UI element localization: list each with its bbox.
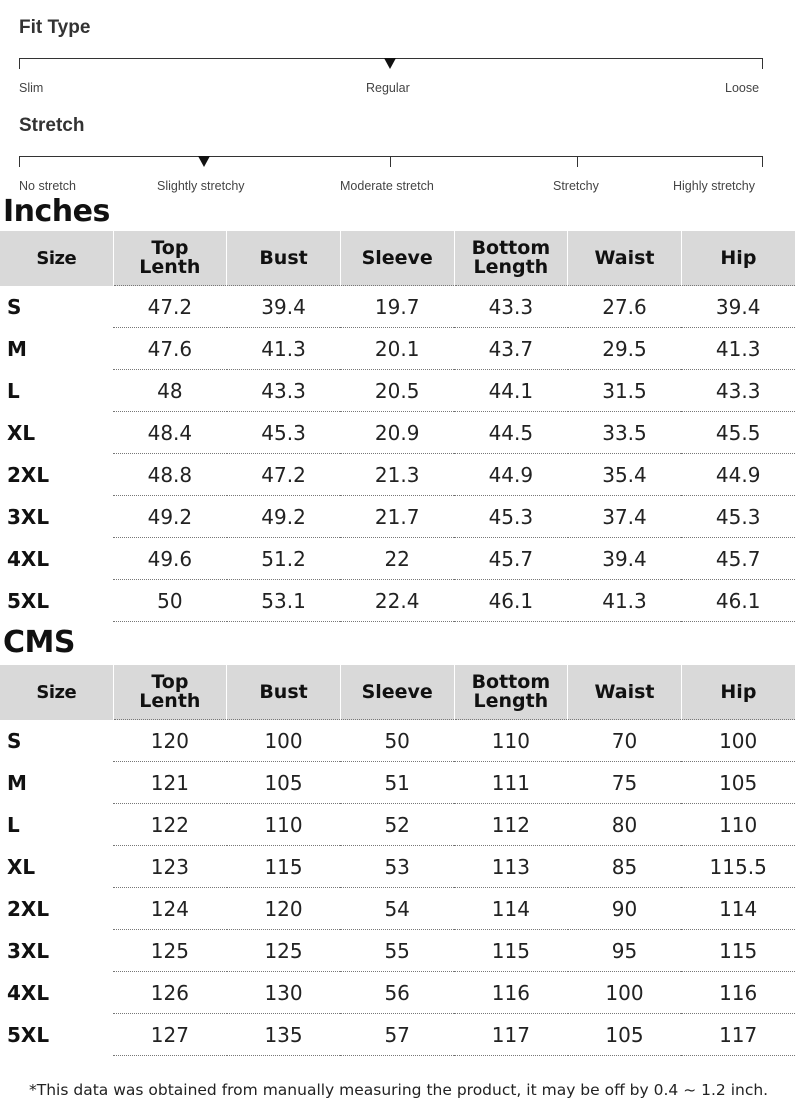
measurement-cell: 49.6 (113, 538, 227, 580)
stretch-tick-1 (390, 156, 391, 167)
measurement-cell: 27.6 (568, 286, 682, 328)
column-header-text: Bottom (471, 237, 551, 259)
measurement-cell: 112 (454, 804, 568, 846)
table-row (0, 580, 795, 622)
stretch-marker-icon (198, 156, 210, 167)
table-row (0, 496, 795, 538)
measurement-cell: 95 (568, 930, 682, 972)
measurement-cell: 130 (227, 972, 341, 1014)
measurement-cell: 41.3 (227, 328, 341, 370)
measurement-cell: 113 (454, 846, 568, 888)
size-cell: L (7, 378, 20, 403)
measurement-cell: 44.9 (454, 454, 568, 496)
table-row (0, 720, 795, 762)
measurement-cell: 21.7 (340, 496, 454, 538)
measurement-cell: 111 (454, 762, 568, 804)
measurement-cell: 45.3 (227, 412, 341, 454)
measurement-cell: 123 (113, 846, 227, 888)
column-header-text: Bottom (471, 671, 551, 693)
column-header-text: Hip (720, 246, 757, 269)
measurement-cell: 22.4 (340, 580, 454, 622)
fit-type-title: Fit Type (19, 17, 91, 38)
measurement-cell: 21.3 (340, 454, 454, 496)
fit-type-label-slim: Slim (19, 81, 44, 95)
size-cell: 5XL (7, 1022, 50, 1047)
table-header-row (0, 665, 795, 720)
column-header (0, 231, 113, 286)
stretch-tick-0 (19, 156, 20, 167)
size-cell: 4XL (7, 546, 50, 571)
measurement-cell: 52 (340, 804, 454, 846)
column-header-text: Size (36, 247, 77, 269)
measurement-cell: 121 (113, 762, 227, 804)
table-row (0, 286, 795, 328)
size-cell: XL (7, 420, 36, 445)
fit-type-tick-start (19, 58, 20, 69)
table-row (0, 846, 795, 888)
measurement-cell: 37.4 (568, 496, 682, 538)
column-header (340, 665, 454, 720)
measurement-cell: 117 (681, 1014, 795, 1056)
measurement-cell: 43.7 (454, 328, 568, 370)
measurement-cell: 48 (113, 370, 227, 412)
size-cell: 5XL (7, 588, 50, 613)
table-row (0, 538, 795, 580)
measurement-cell: 45.7 (681, 538, 795, 580)
column-header-text: Waist (594, 246, 655, 269)
measurement-cell: 22 (340, 538, 454, 580)
measurement-cell: 115 (681, 930, 795, 972)
measurement-cell: 54 (340, 888, 454, 930)
column-header (454, 665, 568, 720)
measurement-cell: 57 (340, 1014, 454, 1056)
measurement-cell: 105 (681, 762, 795, 804)
measurement-cell: 55 (340, 930, 454, 972)
measurement-cell: 43.3 (681, 370, 795, 412)
measurement-cell: 20.1 (340, 328, 454, 370)
fit-type-label-loose: Loose (725, 81, 760, 95)
measurement-cell: 49.2 (113, 496, 227, 538)
measurement-cell: 90 (568, 888, 682, 930)
table-row (0, 454, 795, 496)
column-header (681, 665, 795, 720)
stretch-label-moderate: Moderate stretch (340, 179, 434, 193)
size-cell: 2XL (7, 462, 50, 487)
measurement-footnote: *This data was obtained from manually measuring the product, it may be off by 0.4 ~ 1.2 inch. (29, 1081, 769, 1099)
table-row (0, 972, 795, 1014)
measurement-cell: 70 (568, 720, 682, 762)
fit-type-label-regular: Regular (366, 81, 410, 95)
size-cell: 2XL (7, 896, 50, 921)
measurement-cell: 47.6 (113, 328, 227, 370)
column-header-text: Lenth (139, 256, 201, 278)
table-header-row (0, 231, 795, 286)
fit-type-marker-icon (384, 58, 396, 69)
size-cell: 3XL (7, 504, 50, 529)
column-header (227, 665, 341, 720)
measurement-cell: 20.9 (340, 412, 454, 454)
measurement-cell: 45.7 (454, 538, 568, 580)
measurement-cell: 80 (568, 804, 682, 846)
measurement-cell: 53.1 (227, 580, 341, 622)
measurement-cell: 47.2 (227, 454, 341, 496)
measurement-cell: 122 (113, 804, 227, 846)
column-header (568, 231, 682, 286)
measurement-cell: 116 (681, 972, 795, 1014)
size-cell: S (7, 728, 22, 753)
measurement-cell: 45.5 (681, 412, 795, 454)
size-cell: L (7, 812, 20, 837)
column-header-text: Length (473, 690, 549, 712)
size-cell: M (7, 770, 27, 795)
table-row (0, 328, 795, 370)
table-row (0, 804, 795, 846)
measurement-cell: 31.5 (568, 370, 682, 412)
measurement-cell: 100 (227, 720, 341, 762)
measurement-cell: 116 (454, 972, 568, 1014)
table-row (0, 762, 795, 804)
table-row (0, 888, 795, 930)
stretch-bar (20, 156, 763, 157)
measurement-cell: 45.3 (454, 496, 568, 538)
measurement-cell: 85 (568, 846, 682, 888)
measurement-cell: 48.8 (113, 454, 227, 496)
cms-section-title: CMS (3, 625, 75, 660)
measurement-cell: 39.4 (568, 538, 682, 580)
measurement-cell: 110 (227, 804, 341, 846)
measurement-cell: 127 (113, 1014, 227, 1056)
column-header (568, 665, 682, 720)
measurement-cell: 110 (454, 720, 568, 762)
column-header-text: Size (36, 681, 77, 703)
table-row (0, 1014, 795, 1056)
measurement-cell: 120 (227, 888, 341, 930)
column-header-text: Length (473, 256, 549, 278)
measurement-cell: 45.3 (681, 496, 795, 538)
size-cell: S (7, 294, 22, 319)
measurement-cell: 115 (454, 930, 568, 972)
column-header (113, 665, 227, 720)
fit-type-tick-end (762, 58, 763, 69)
measurement-cell: 43.3 (454, 286, 568, 328)
measurement-cell: 29.5 (568, 328, 682, 370)
measurement-cell: 125 (113, 930, 227, 972)
column-header (0, 665, 113, 720)
column-header-text: Bust (259, 680, 308, 703)
inches-section-title: Inches (3, 194, 110, 229)
column-header-text: Lenth (139, 690, 201, 712)
measurement-cell: 114 (681, 888, 795, 930)
measurement-cell: 125 (227, 930, 341, 972)
measurement-cell: 56 (340, 972, 454, 1014)
measurement-cell: 105 (568, 1014, 682, 1056)
measurement-cell: 20.5 (340, 370, 454, 412)
size-cell: XL (7, 854, 36, 879)
measurement-cell: 46.1 (454, 580, 568, 622)
measurement-cell: 33.5 (568, 412, 682, 454)
measurement-cell: 48.4 (113, 412, 227, 454)
column-header (454, 231, 568, 286)
measurement-cell: 115.5 (681, 846, 795, 888)
column-header-text: Sleeve (361, 680, 433, 703)
measurement-cell: 39.4 (681, 286, 795, 328)
column-header (340, 231, 454, 286)
measurement-cell: 51 (340, 762, 454, 804)
measurement-cell: 35.4 (568, 454, 682, 496)
measurement-cell: 120 (113, 720, 227, 762)
column-header-text: Waist (594, 680, 655, 703)
column-header-text: Top (151, 671, 189, 693)
column-header (227, 231, 341, 286)
size-cell: 3XL (7, 938, 50, 963)
stretch-scale (0, 100, 800, 200)
measurement-cell: 19.7 (340, 286, 454, 328)
stretch-tick-2 (577, 156, 578, 167)
measurement-cell: 43.3 (227, 370, 341, 412)
measurement-cell: 39.4 (227, 286, 341, 328)
column-header (681, 231, 795, 286)
measurement-cell: 44.5 (454, 412, 568, 454)
column-header-text: Sleeve (361, 246, 433, 269)
size-cell: 4XL (7, 980, 50, 1005)
column-header-text: Hip (720, 680, 757, 703)
table-row (0, 930, 795, 972)
column-header-text: Bust (259, 246, 308, 269)
measurement-cell: 110 (681, 804, 795, 846)
stretch-label-none: No stretch (19, 179, 76, 193)
measurement-cell: 46.1 (681, 580, 795, 622)
stretch-label-stretchy: Stretchy (553, 179, 599, 193)
measurement-cell: 44.1 (454, 370, 568, 412)
measurement-cell: 44.9 (681, 454, 795, 496)
column-header-text: Top (151, 237, 189, 259)
measurement-cell: 115 (227, 846, 341, 888)
inches-size-table (0, 231, 795, 622)
measurement-cell: 41.3 (681, 328, 795, 370)
measurement-cell: 100 (568, 972, 682, 1014)
table-row (0, 370, 795, 412)
measurement-cell: 51.2 (227, 538, 341, 580)
measurement-cell: 47.2 (113, 286, 227, 328)
measurement-cell: 41.3 (568, 580, 682, 622)
measurement-cell: 105 (227, 762, 341, 804)
measurement-cell: 126 (113, 972, 227, 1014)
measurement-cell: 75 (568, 762, 682, 804)
fit-type-scale (0, 0, 800, 100)
stretch-tick-3 (762, 156, 763, 167)
measurement-cell: 50 (113, 580, 227, 622)
column-header (113, 231, 227, 286)
stretch-title: Stretch (19, 115, 85, 136)
cms-size-table (0, 665, 795, 1056)
measurement-cell: 114 (454, 888, 568, 930)
measurement-cell: 53 (340, 846, 454, 888)
stretch-label-slightly: Slightly stretchy (157, 179, 245, 193)
measurement-cell: 135 (227, 1014, 341, 1056)
measurement-cell: 100 (681, 720, 795, 762)
measurement-cell: 117 (454, 1014, 568, 1056)
measurement-cell: 49.2 (227, 496, 341, 538)
table-row (0, 412, 795, 454)
measurement-cell: 124 (113, 888, 227, 930)
size-cell: M (7, 336, 27, 361)
measurement-cell: 50 (340, 720, 454, 762)
stretch-label-highly: Highly stretchy (673, 179, 755, 193)
